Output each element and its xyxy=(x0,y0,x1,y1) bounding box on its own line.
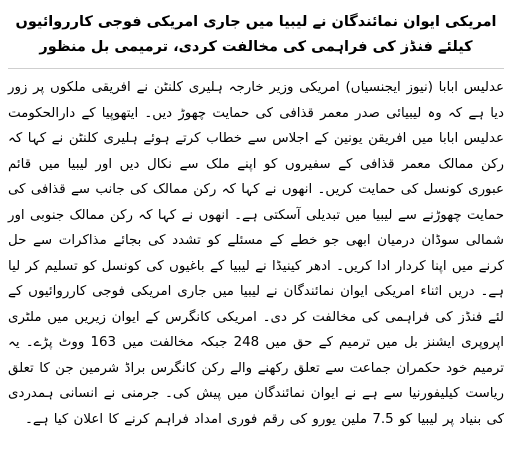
article-headline: امریکی ایوان نمائندگان نے لیبیا میں جاری امریکی فوجی کارروائیوں کیلئے فنڈز کی فراہمی کی مخالفت کردی، ترمیمی بل منظور xyxy=(15,14,497,55)
article-body-part-4: ملین یورو کی رقم فوری امداد فراہم کرنے کا اعلان کیا ہے۔ xyxy=(25,411,373,427)
headline-divider xyxy=(8,68,504,69)
article-body xyxy=(8,75,504,432)
aid-amount: 7.5 xyxy=(372,411,394,427)
article-body-part-2: جبکہ مخالفت میں xyxy=(116,335,234,350)
votes-against-count: 163 xyxy=(90,335,117,350)
article-body-part-1: عدلیس ابابا (نیوز ایجنسیاں) امریکی وزیر خارجہ ہلیری کلنٹن نے افریقی ملکوں پر زور دیا ہے کہ وہ لیبیائی صدر معمر قذافی کی حمایت چھوڑ دیں۔ ایتھوپیا کے دارالحکومت عدلیس ابابا میں افریقن یونین کے اجلاس سے خطاب کرتے ہوئے ہلیری کلنٹن نے کہا کہ رکن ممالک معمر قذافی کے سفیروں کو اپنے ملک سے نکال دیں اور لیبیا میں قائم عبوری کونسل کی حمایت کریں۔ انھوں نے کہا کہ رکن ممالک کی جانب سے قذافی کی حمایت چھوڑنے سے لیبیا میں تبدیلی آسکتی ہے۔ انھوں نے کہا کہ رکن ممالک جنوبی اور شمالی سوڈان درمیان ابھی جو خطے کے مسئلے کو تشدد کی بجائے مذاکرات سے حل کرنے میں اپنا کردار ادا کریں۔ ادھر کینیڈا نے لیبیا کے باغیوں کی کونسل کو تسلیم کر لیا ہے۔ دریں اثناء امریکی ایوان نمائندگان نے لیبیا میں جاری امریکی فوجی کارروائیوں کے لئے فنڈز کی فراہمی کی مخالفت کر دی۔ امریکی کانگرس کے ایوان زیریں میں ملٹری اپروپری ایشنز بل میں ترمیم کے حق میں xyxy=(8,80,504,350)
article-body-part-3: ووٹ پڑے۔ یہ ترمیم خود حکمران جماعت سے تعلق رکھنے والے رکن کانگرس براڈ شرمین جن کا تعلق ریاست کیلیفورنیا سے ہے نے ایوان نمائندگان میں پیش کی۔ جرمنی نے انسانی ہمدردی کی بنیاد پر لیبیا کو xyxy=(8,335,504,427)
votes-for-count: 248 xyxy=(233,335,260,350)
